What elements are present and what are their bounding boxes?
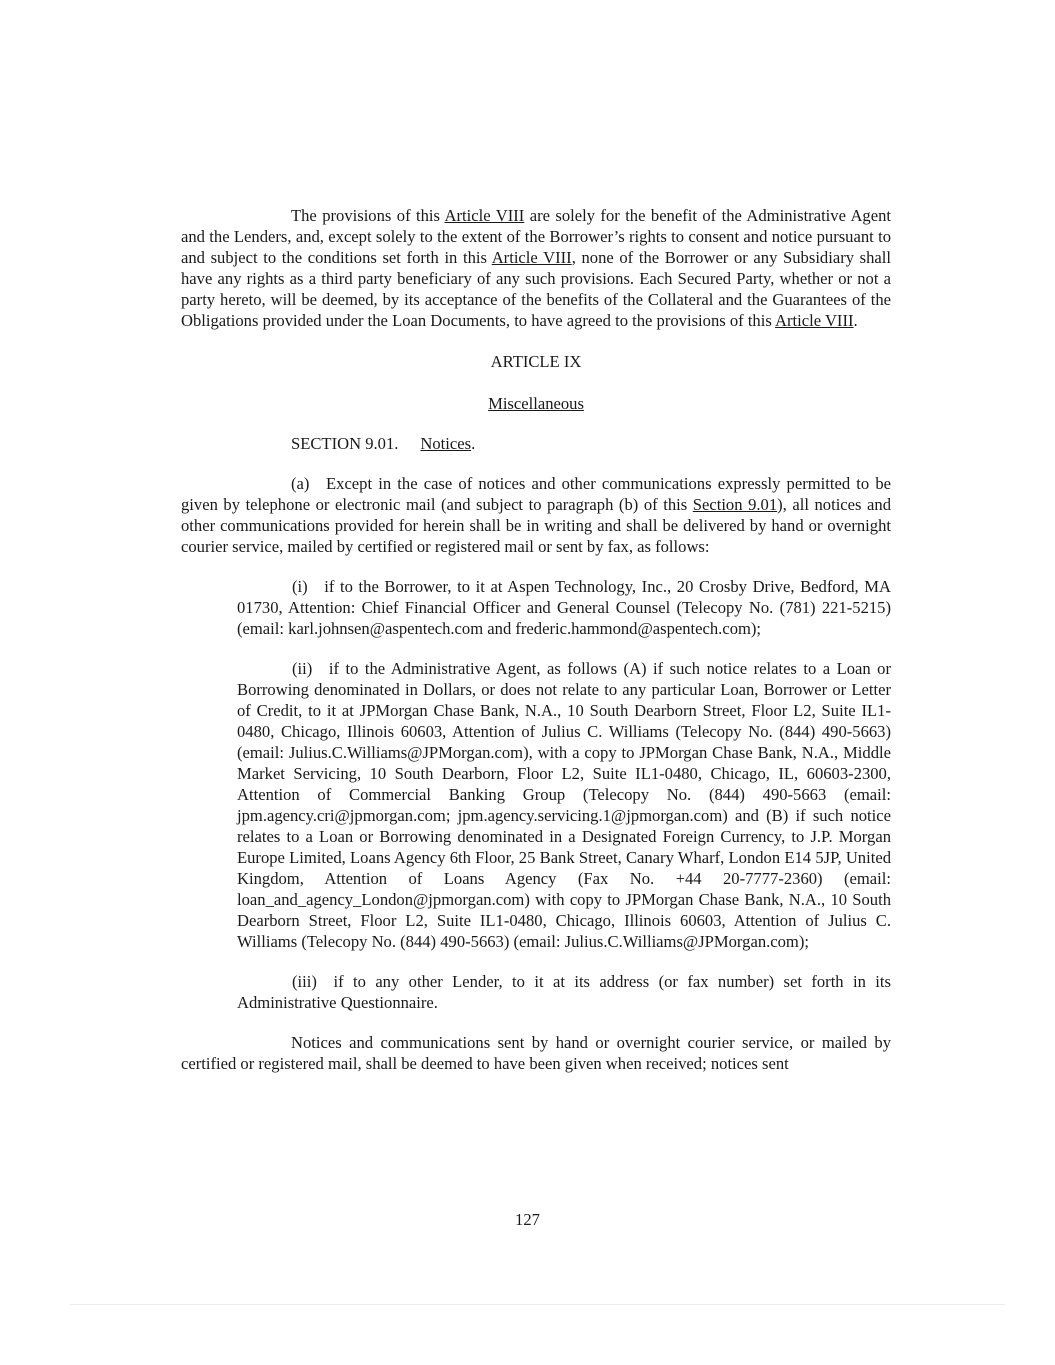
intro-text-3: , none of the Borrower or any Subsidiary shall have any rights as a third party beneficiary of any such provisions. Each Secured Party, whether or not a party hereto, will be deemed, by its acceptance of the benefits of the Collateral and the Guarantees of the Obligations provided under the Loan Documents, to have agreed to the provisions of this: [181, 248, 891, 330]
item-iii: (iii) if to any other Lender, to it at its address (or fax number) set forth in its Administrative Questionnaire.: [237, 972, 891, 1012]
article-viii-reference: Article VIII: [775, 311, 854, 330]
section-9-01-reference: Section 9.01: [692, 495, 778, 514]
document-page: [181, 205, 891, 1074]
paragraph-a-text-1: (a) Except in the case of notices and other communications expressly permitted to be given by telephone or electronic mail (and subject to paragraph (b) of this: [181, 474, 891, 514]
section-title-wrap: [420, 434, 475, 453]
section-number: SECTION 9.01.: [291, 434, 399, 453]
paragraph-a-text-2: ), all notices and other communications provided for herein shall be in writing and shall be delivered by hand or overnight courier service, mailed by certified or registered mail or sent by fax, as follows:: [181, 495, 892, 556]
section-title-suffix: .: [471, 434, 476, 453]
intro-text-2: are solely for the benefit of the Administrative Agent and the Lenders, and, except solely to the extent of the Borrower’s rights to consent and notice pursuant to and subject to the conditions set forth in this: [181, 206, 892, 267]
intro-text-1: The provisions of this: [291, 206, 445, 225]
intro-paragraph: [181, 205, 891, 331]
item-i: (i) if to the Borrower, to it at Aspen Technology, Inc., 20 Crosby Drive, Bedford, MA 01730, Attention: Chief Financial Officer and General Counsel (Telecopy No. (781) 221-5215) (email: karl.johnsen@aspentech.com and frederic.hammond@aspentech.com);: [237, 577, 891, 638]
section-heading: [181, 433, 891, 454]
intro-text-4: .: [853, 311, 858, 330]
article-subheading: [181, 393, 891, 414]
footer-divider: [70, 1304, 1005, 1305]
article-heading: ARTICLE IX: [490, 352, 582, 371]
article-viii-reference: Article VIII: [491, 248, 572, 267]
article-viii-reference: Article VIII: [444, 206, 525, 225]
closing-paragraph: Notices and communications sent by hand or overnight courier service, or mailed by certified or registered mail, shall be deemed to have been given when received; notices sent: [181, 1033, 891, 1073]
article-subheading-text: Miscellaneous: [488, 394, 584, 413]
paragraph-a: [181, 473, 891, 557]
page-number: 127: [515, 1210, 540, 1229]
item-ii: (ii) if to the Administrative Agent, as follows (A) if such notice relates to a Loan or Borrowing denominated in Dollars, or does not relate to any particular Loan, Borrower or Letter of Credit, to it at JPMorgan Chase Bank, N.A., 10 South Dearborn Street, Floor L2, Suite IL1-0480, Chicago, Illinois 60603, Attention of Julius C. Williams (Telecopy No. (844) 490-5663) (email: Julius.C.Williams@JPMorgan.com), with a copy to JPMorgan Chase Bank, N.A., Middle Market Servicing, 10 South Dearborn, Floor L2, Suite IL1-0480, Chicago, IL, 60603-2300, Attention of Commercial Banking Group (Telecopy No. (844) 490-5663 (email: jpm.agency.cri@jpmorgan.com; jpm.agency.servicing.1@jpmorgan.com) and (B) if such notice relates to a Loan or Borrowing denominated in a Designated Foreign Currency, to J.P. Morgan Europe Limited, Loans Agency 6th Floor, 25 Bank Street, Canary Wharf, London E14 5JP, United Kingdom, Attention of Loans Agency (Fax No. +44 20-7777-2360) (email: loan_and_agency_London@jpmorgan.com) with copy to JPMorgan Chase Bank, N.A., 10 South Dearborn Street, Floor L2, Suite IL1-0480, Chicago, Illinois 60603, Attention of Julius C. Williams (Telecopy No. (844) 490-5663) (email: Julius.C.Williams@JPMorgan.com);: [237, 659, 891, 951]
section-title: Notices: [420, 434, 472, 453]
